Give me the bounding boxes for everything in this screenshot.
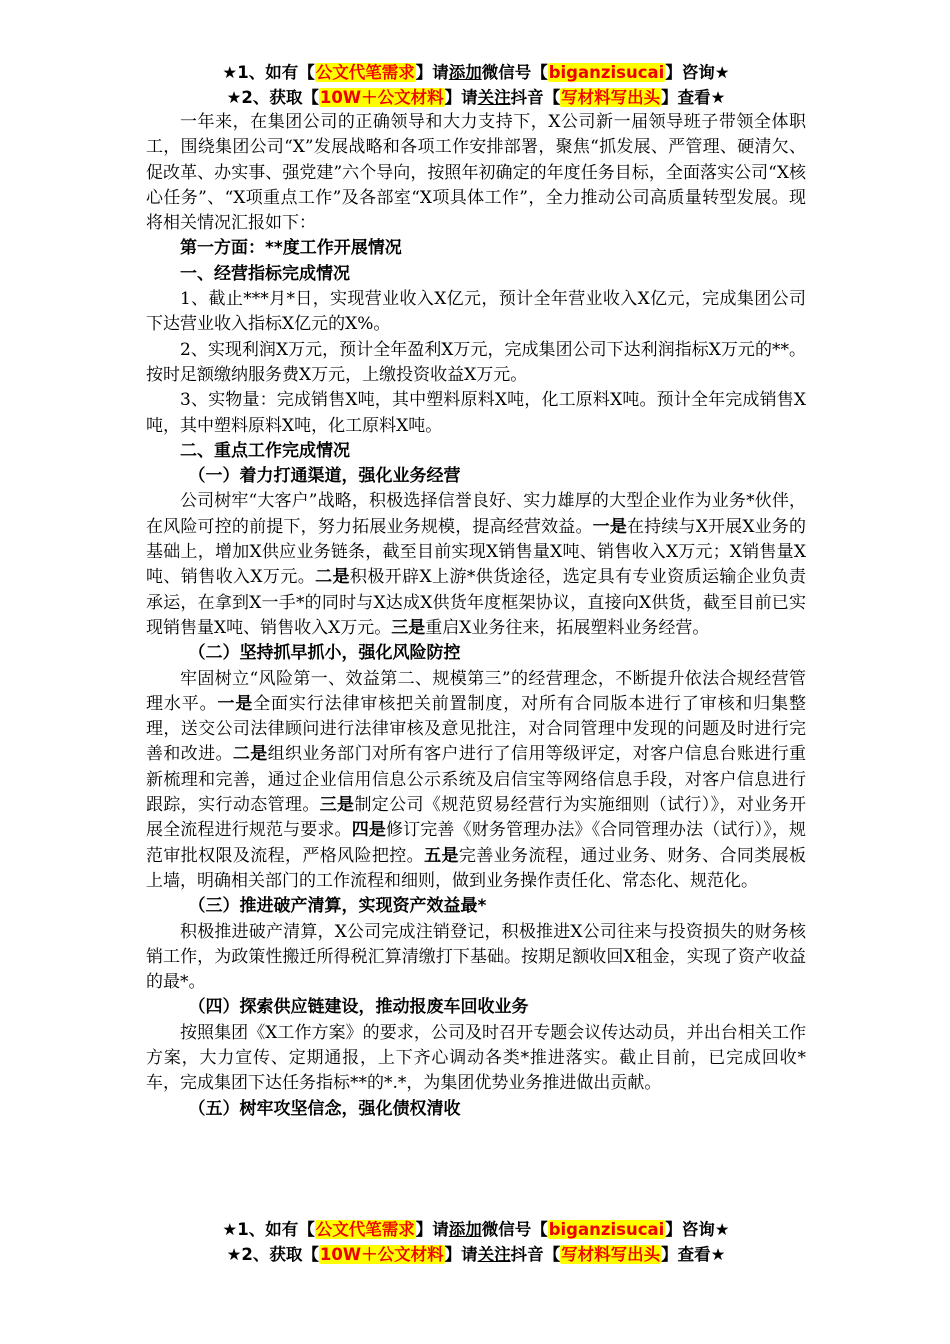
footer-banner bbox=[146, 1217, 806, 1267]
subsection-3-paragraph: 积极推进破产清算，X公司完成注销登记，积极推进X公司往来与投资损失的财务核销工作，为政策性搬迁所得税汇算清缴打下基础。按期足额收回X租金，实现了资产收益的最*。 bbox=[146, 921, 806, 993]
subsection-heading-3: （三）推进破产清算，实现资产效益最* bbox=[188, 896, 487, 917]
paragraph-revenue: 1、截止***月*日，实现营业收入X亿元，预计全年营业收入X亿元，完成集团公司下达营业收入指标X亿元的X%。 bbox=[146, 289, 806, 335]
highlight-wechat-id: biganzisucai bbox=[548, 63, 665, 82]
promo-banner-line-2: ★2、获取【10W＋公文材料】请关注抖音【写材料写出头】查看★ bbox=[226, 88, 726, 107]
subsection-1-paragraph: 公司树牢“大客户”战略，积极选择信誉良好、实力雄厚的大型企业作为业务*伙伴，在风险可控的前提下，努力拓展业务规模，提高经营效益。一是在持续与X开展X业务的基础上，增加X供应业务链条，截至目前实现X销售量X吨、销售收入X万元；X销售量X吨、销售收入X万元。二是积极开辟X上游*供货途径，选定具有专业资质运输企业负责承运，在拿到X一手*的同时与X达成X供货年度框架协议，直接向X供货，截至目前已实现销售量X吨、销售收入X万元。三是重启X业务往来，拓展塑料业务经营。 bbox=[146, 491, 806, 638]
paragraph-profit: 2、实现利润X万元，预计全年盈利X万元，完成集团公司下达利润指标X万元的**。按时足额缴纳服务费X万元，上缴投资收益X万元。 bbox=[146, 339, 806, 385]
subsection-heading-5: （五）树牢攻坚信念，强化债权清收 bbox=[188, 1098, 461, 1119]
paragraph-volume: 3、实物量：完成销售X吨，其中塑料原料X吨，化工原料X吨。预计全年完成销售X吨，其中塑料原料X吨，化工原料X吨。 bbox=[146, 390, 806, 436]
subsection-heading-2: （二）坚持抓早抓小，强化风险防控 bbox=[188, 643, 461, 664]
intro-paragraph: 一年来，在集团公司的正确领导和大力支持下，X公司新一届领导班子带领全体职工，围绕集团公司“X”发展战略和各项工作安排部署，聚焦“抓发展、严管理、硬清欠、促改革、办实事、强党建”六个导向，按照年初确定的年度任务目标，全面落实公司“X核心任务”、“X项重点工作”及各部室“X项具体工作”，全力推动公司高质量转型发展。现将相关情况汇报如下： bbox=[146, 112, 806, 234]
highlight-materials: 10W＋公文材料 bbox=[319, 88, 444, 107]
document-page bbox=[146, 60, 806, 1122]
highlight-service: 公文代笔需求 bbox=[315, 63, 415, 82]
subsection-heading-4: （四）探索供应链建设，推动报废车回收业务 bbox=[188, 997, 529, 1018]
promo-banner-line-1: ★1、如有【公文代笔需求】请添加微信号【biganzisucai】咨询★ bbox=[222, 63, 730, 82]
footer-banner-line-1: ★1、如有【公文代笔需求】请添加微信号【biganzisucai】咨询★ bbox=[222, 1220, 730, 1239]
subsection-4-paragraph: 按照集团《X工作方案》的要求，公司及时召开专题会议传达动员，并出台相关工作方案，大力宣传、定期通报，上下齐心调动各类*推进落实。截止目前，已完成回收*车，完成集团下达任务指标**的*.*，为集团优势业务推进做出贡献。 bbox=[146, 1022, 806, 1094]
section-heading-2: 二、重点工作完成情况 bbox=[180, 440, 350, 461]
subsection-2-paragraph: 牢固树立“风险第一、效益第二、规模第三”的经营理念，不断提升依法合规经营管理水平。一是全面实行法律审核把关前置制度，对所有合同版本进行了审核和归集整理，送交公司法律顾问进行法律审核及意见批注，对合同管理中发现的问题及时进行完善和改进。二是组织业务部门对所有客户进行了信用等级评定，对客户信息台账进行重新梳理和完善，通过企业信用信息公示系统及启信宝等网络信息手段，对客户信息进行跟踪，实行动态管理。三是制定公司《规范贸易经营行为实施细则（试行）》，对业务开展全流程进行规范与要求。四是修订完善《财务管理办法》《合同管理办法（试行）》，规范审批权限及流程，严格风险把控。五是完善业务流程，通过业务、财务、合同类展板上墙，明确相关部门的工作流程和细则，做到业务操作责任化、常态化、规范化。 bbox=[146, 668, 807, 891]
footer-banner-line-2: ★2、获取【10W＋公文材料】请关注抖音【写材料写出头】查看★ bbox=[226, 1245, 726, 1264]
highlight-douyin: 写材料写出头 bbox=[561, 88, 661, 107]
part-heading: 第一方面：**度工作开展情况 bbox=[180, 238, 402, 259]
section-heading-1: 一、经营指标完成情况 bbox=[180, 263, 350, 284]
subsection-heading-1: （一）着力打通渠道，强化业务经营 bbox=[188, 466, 461, 487]
